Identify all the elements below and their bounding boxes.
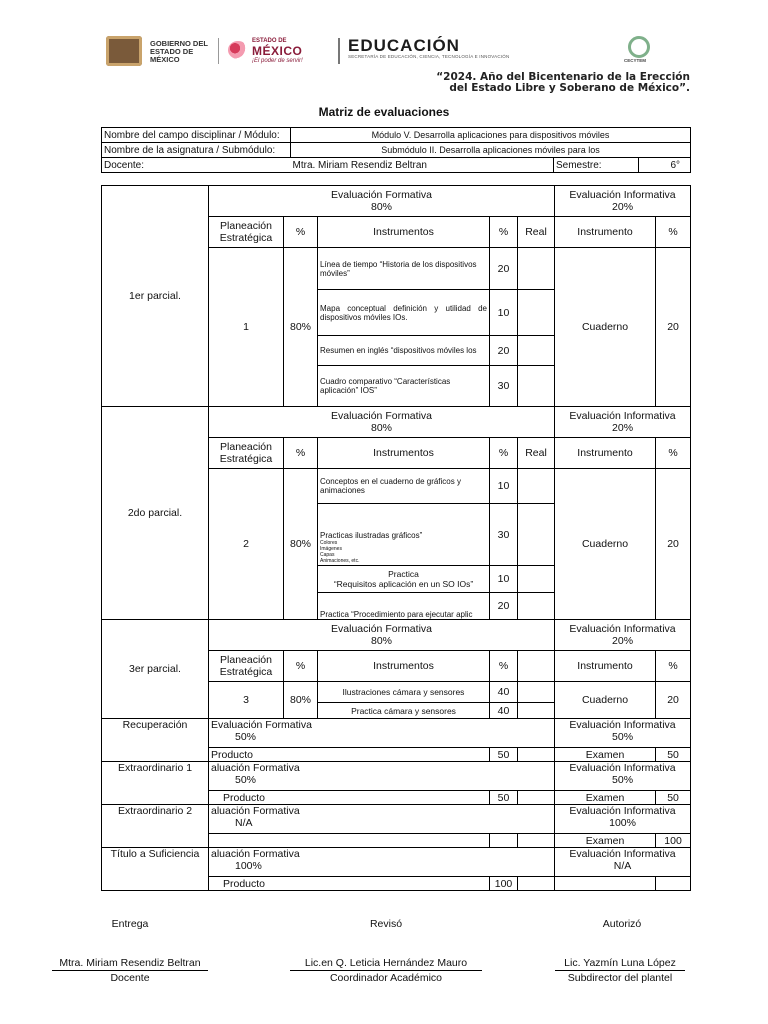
pct-header: % [284,438,318,469]
parcial-3-label: 3er parcial. [102,620,209,719]
ev-formativa-pct: 80% [371,201,393,213]
extra1-ev-f-text: aluación Formativa [211,762,300,774]
titulo-producto: Producto [209,877,490,891]
p1-instrument: Línea de tiempo “Historia de los dispositivos móviles” [318,248,490,290]
p2-item2-title: Practicas ilustradas gráficos” [320,531,423,540]
p3-planeacion-pct: 80% [284,682,318,719]
titulo-ev-i-pct: N/A [613,860,632,872]
ev-informativa-text: Evaluación Informativa [569,410,676,422]
p3-instrument-pct: 40 [490,703,518,719]
p1-cuaderno-pct: 20 [656,248,691,407]
p2-instrument-pct: 20 [490,593,518,620]
p2-instrument: Practica “Procedimiento para ejecutar aplic [318,593,490,620]
p1-cuaderno: Cuaderno [555,248,656,407]
instrumento-header: Instrumento [555,438,656,469]
p3-instrument: Ilustraciones cámara y sensores [318,682,490,703]
ev-informativa-pct: 20% [612,201,634,213]
p2-instrument-pct: 10 [490,469,518,504]
instrumentos-header: Instrumentos [318,438,490,469]
signature-line [555,970,685,971]
signer-3-role: Subdirector del plantel [567,972,673,984]
p3-planeacion-num: 3 [209,682,284,719]
state-seal-icon [106,36,142,66]
recup-producto-val: 50 [490,748,518,762]
p1-real-cell [518,336,555,366]
recup-ev-f-text: Evaluación Formativa [211,719,312,731]
p2-real-cell [518,469,555,504]
titulo-label: Título a Suficiencia [102,848,209,891]
pct-header: % [656,651,691,682]
edomex-main: MÉXICO [252,44,303,58]
instrumentos-header: Instrumentos [318,651,490,682]
pct-header: % [656,217,691,248]
recup-examen: Examen [555,748,656,762]
info-table [101,127,691,173]
p1-instrument-pct: 20 [490,248,518,290]
pct-header: % [490,651,518,682]
recup-ev-i-text: Evaluación Informativa [569,719,676,731]
gobierno-logo-text [150,40,208,64]
recup-ev-formativa [209,719,555,748]
extra1-producto: Producto [209,791,490,805]
real-header: Real [518,438,555,469]
titulo-producto-val: 100 [490,877,518,891]
educacion-subtitle: SECRETARÍA DE EDUCACIÓN, CIENCIA, TECNOLOGÍA E INNOVACIÓN [348,54,510,59]
p2-real-cell [518,504,555,566]
docente-label [102,158,291,173]
ev-informativa-text: Evaluación Informativa [569,189,676,201]
motto-line-2: del Estado Libre y Soberano de México”. [449,82,690,94]
titulo-ev-informativa [555,848,691,877]
signature-line [52,970,208,971]
evaluation-matrix [101,185,691,891]
planeacion-header: Planeación Estratégica [209,438,284,469]
extra1-ev-informativa [555,762,691,791]
p1-real-cell [518,248,555,290]
ev-informativa-text: Evaluación Informativa [569,623,676,635]
signer-2-role: Coordinador Académico [329,972,443,984]
campo-label: Nombre del campo disciplinar / Módulo: [102,128,291,143]
p3-ev-formativa [209,620,555,651]
p2-real-cell [518,593,555,620]
p1-planeacion-pct: 80% [284,248,318,407]
p2-cuaderno: Cuaderno [555,469,656,620]
p1-instrument-pct: 10 [490,290,518,336]
gob-line-3: MÉXICO [150,55,180,64]
p1-instrument: Mapa conceptual definición y utilidad de dispositivos móviles IOs. [318,290,490,336]
recuperacion-label: Recuperación [102,719,209,762]
titulo-ev-i-text: Evaluación Informativa [569,848,676,860]
titulo-empty [656,877,691,891]
extra1-label: Extraordinario 1 [102,762,209,805]
p1-real-cell [518,366,555,407]
p2-item3-b: “Requisitos aplicación en un SO IOs” [333,579,474,589]
document-header [100,30,690,100]
real-header: Real [518,217,555,248]
p2-item2-sub: Imágenes [320,546,342,552]
real-header [518,651,555,682]
signature-line [290,970,482,971]
p1-ev-formativa [209,186,555,217]
ev-informativa-pct: 20% [612,422,634,434]
extra1-empty [518,791,555,805]
p1-instrument: Cuadro comparativo “Características aplicación” IOS” [318,366,490,407]
p2-item2-sub: Colores [320,540,338,546]
instrumento-header: Instrumento [555,217,656,248]
pct-header: % [490,217,518,248]
p1-instrument-pct: 30 [490,366,518,407]
ev-formativa-pct: 80% [371,635,393,647]
p2-item2-sub: Animaciones, etc. [320,558,360,564]
extra2-empty [209,834,490,848]
p2-item2-sub: Capas [320,552,335,558]
extra2-label: Extraordinario 2 [102,805,209,848]
gob-line-2: ESTADO DE [150,47,194,56]
recup-examen-val: 50 [656,748,691,762]
pct-header: % [656,438,691,469]
parcial-1-label: 1er parcial. [102,186,209,407]
p3-real-cell [518,682,555,703]
titulo-ev-f-pct: 100% [235,860,262,872]
educacion-title: EDUCACIÓN [348,36,460,55]
p1-real-cell [518,290,555,336]
pct-header: % [284,217,318,248]
semestre-label: Semestre: [554,158,639,173]
p2-instrument [318,504,490,566]
extra2-examen: Examen [555,834,656,848]
p3-ev-informativa [555,620,691,651]
reviso-label: Revisó [369,918,403,930]
ev-formativa-text: Evaluación Formativa [331,410,432,422]
planeacion-header: Planeación Estratégica [209,217,284,248]
extra1-examen-val: 50 [656,791,691,805]
p2-ev-formativa [209,407,555,438]
entrega-label: Entrega [111,918,149,930]
docente-label-text: Docente: [104,159,145,171]
instrumentos-header: Instrumentos [318,217,490,248]
extra2-ev-i-text: Evaluación Informativa [569,805,676,817]
extra1-ev-i-pct: 50% [612,774,634,786]
cecytem-logo [622,36,658,64]
planeacion-header: Planeación Estratégica [209,651,284,682]
extra1-producto-val: 50 [490,791,518,805]
ev-formativa-text: Evaluación Formativa [331,189,432,201]
cecytem-ring-icon [628,36,650,58]
p2-ev-informativa [555,407,691,438]
p3-cuaderno: Cuaderno [555,682,656,719]
asignatura-label: Nombre de la asignatura / Submódulo: [102,143,291,158]
p2-item3-a: Practica [388,569,419,579]
recup-ev-i-pct: 50% [612,731,634,743]
year-motto [356,72,690,94]
p1-planeacion-num: 1 [209,248,284,407]
autorizo-label: Autorizó [602,918,642,930]
recup-producto: Producto [209,748,490,762]
p3-real-cell [518,703,555,719]
motto-line-1: “2024. Año del Bicentenario de la Erección [436,71,690,83]
p3-instrument: Practica cámara y sensores [318,703,490,719]
edomex-logo [228,38,323,66]
pct-header: % [490,438,518,469]
header-divider [218,38,219,64]
p1-instrument-pct: 20 [490,336,518,366]
extra2-ev-formativa [209,805,555,834]
recup-empty [518,748,555,762]
p2-planeacion-pct: 80% [284,469,318,620]
recup-ev-informativa [555,719,691,748]
extra1-examen: Examen [555,791,656,805]
p2-instrument: Conceptos en el cuaderno de gráficos y animaciones [318,469,490,504]
titulo-empty [518,877,555,891]
p3-cuaderno-pct: 20 [656,682,691,719]
p1-ev-informativa [555,186,691,217]
gob-line-1: GOBIERNO DEL [150,39,208,48]
extra1-ev-formativa [209,762,555,791]
ev-informativa-pct: 20% [612,635,634,647]
edomex-slogan: ¡El poder de servir! [252,58,303,64]
extra2-ev-f-pct: N/A [235,817,253,829]
p3-instrument-pct: 40 [490,682,518,703]
extra2-empty [518,834,555,848]
recup-ev-f-pct: 50% [235,731,257,743]
pct-header: % [284,651,318,682]
extra2-ev-f-text: aluación Formativa [211,805,300,817]
extra1-ev-i-text: Evaluación Informativa [569,762,676,774]
p2-real-cell [518,566,555,593]
page-title: Matriz de evaluaciones [318,105,450,119]
header-divider [338,38,340,64]
semestre-value: 6° [639,158,691,173]
extra1-ev-f-pct: 50% [235,774,257,786]
parcial-2-label: 2do parcial. [102,407,209,620]
p2-instrument-pct: 10 [490,566,518,593]
titulo-ev-formativa [209,848,555,877]
p1-instrument: Resumen en inglés “dispositivos móviles los [318,336,490,366]
edomex-flower-icon [228,41,248,59]
titulo-empty [555,877,656,891]
cecytem-label: CECYTEM [624,58,647,63]
signer-3-name: Lic. Yazmín Luna López [564,957,676,969]
titulo-ev-f-text: aluación Formativa [211,848,300,860]
signer-2-name: Lic.en Q. Leticia Hernández Mauro [304,957,468,969]
p2-instrument [318,566,490,593]
extra2-ev-informativa [555,805,691,834]
p2-instrument-pct: 30 [490,504,518,566]
signer-1-name: Mtra. Miriam Resendiz Beltran [59,957,201,969]
p2-cuaderno-pct: 20 [656,469,691,620]
ev-formativa-text: Evaluación Formativa [331,623,432,635]
campo-value: Módulo V. Desarrolla aplicaciones para dispositivos móviles [291,128,691,143]
signer-1-role: Docente [110,972,150,984]
edomex-top: ESTADO DE [252,38,287,44]
ev-formativa-pct: 80% [371,422,393,434]
docente-value: Mtra. Miriam Resendiz Beltran [291,158,554,173]
extra2-ev-i-pct: 100% [609,817,636,829]
extra2-examen-val: 100 [656,834,691,848]
p2-planeacion-num: 2 [209,469,284,620]
instrumento-header: Instrumento [555,651,656,682]
asignatura-value: Submódulo II. Desarrolla aplicaciones móviles para los [291,143,691,158]
extra2-empty [490,834,518,848]
